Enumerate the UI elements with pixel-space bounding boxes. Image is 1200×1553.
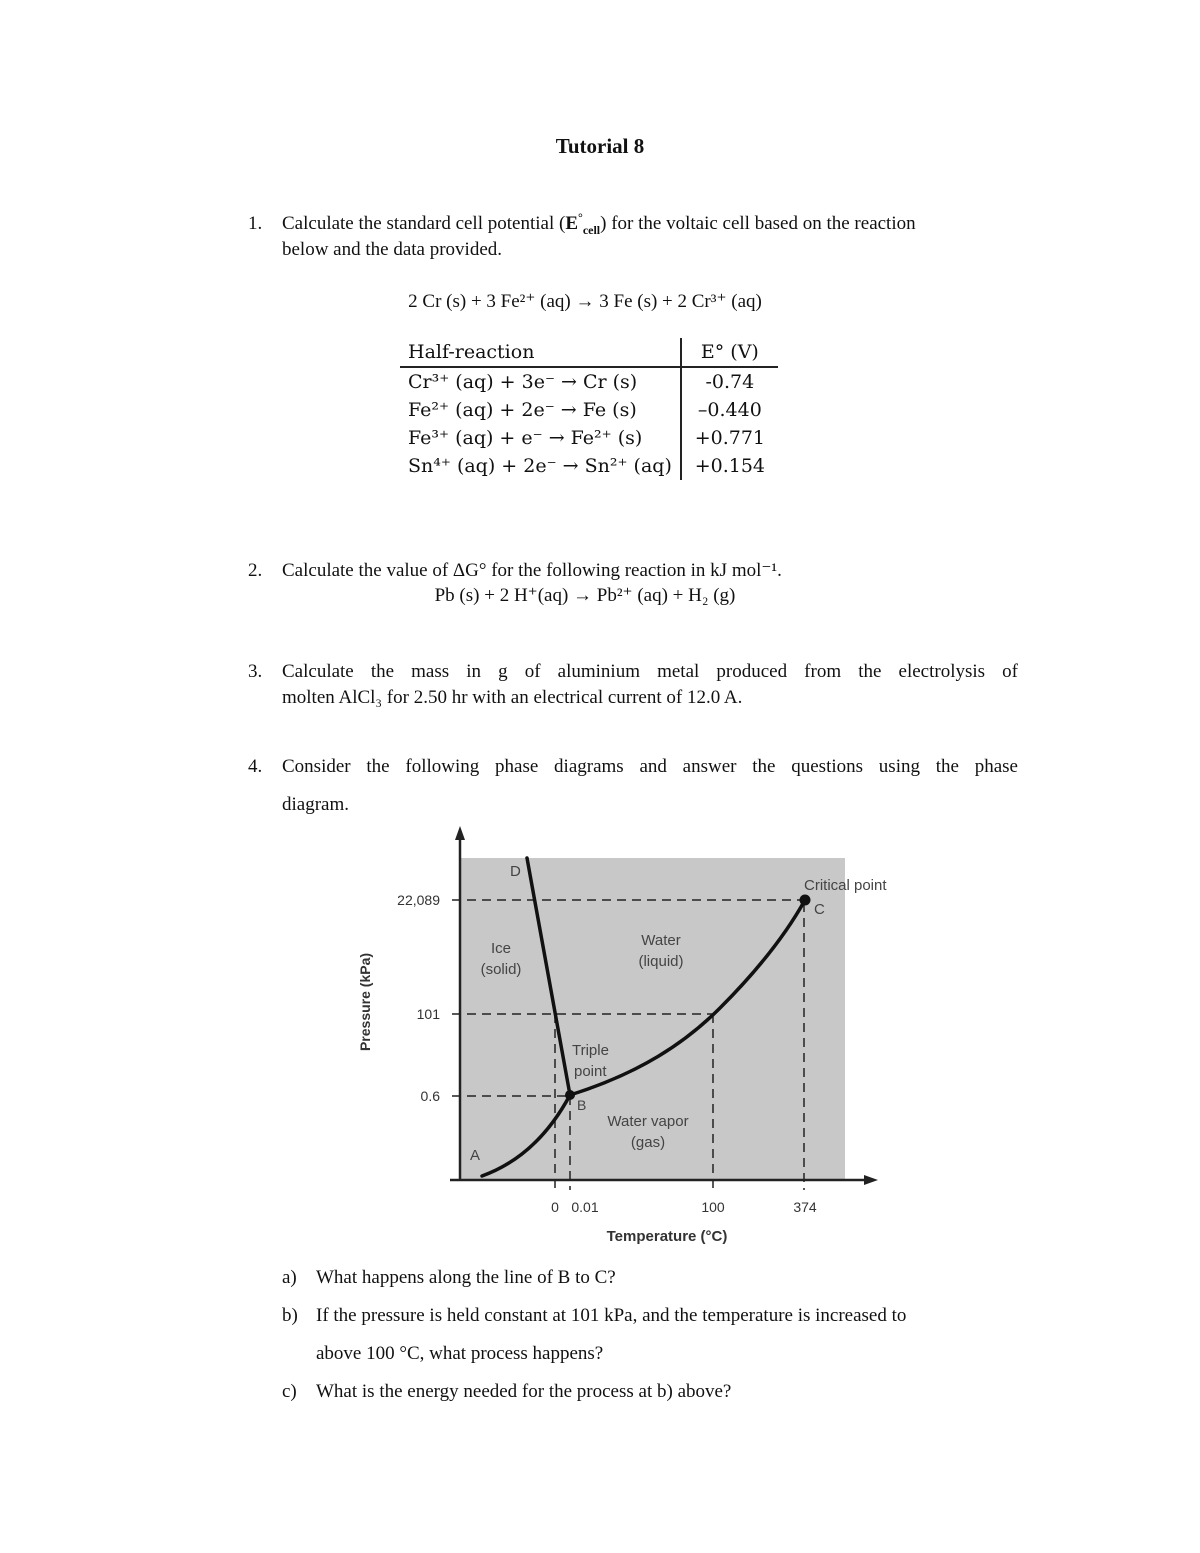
question-3-line-2: molten AlCl₃ for 2.50 hr with an electrical current of 12.0 A. <box>282 687 743 708</box>
question-4 <box>248 748 1018 824</box>
critical-point-marker <box>800 895 811 906</box>
question-4-line-2: diagram. <box>282 794 350 815</box>
question-number: 4. <box>248 756 263 777</box>
half-reaction: Sn⁴⁺ (aq) + 2e⁻ → Sn²⁺ (aq) <box>408 455 672 477</box>
table-row <box>400 424 778 452</box>
header-e-standard: E° (V) <box>681 338 778 367</box>
table-row <box>400 367 778 396</box>
half-reaction-table <box>400 338 778 480</box>
potential-value: +0.771 <box>681 424 778 452</box>
y-axis-label: Pressure (kPa) <box>357 952 373 1052</box>
y-tick-101: 101 <box>416 1006 440 1022</box>
subquestion-text: What happens along the line of B to C? <box>316 1267 616 1288</box>
page-title: Tutorial 8 <box>555 134 645 158</box>
half-reaction: Fe²⁺ (aq) + 2e⁻ → Fe (s) <box>408 399 637 421</box>
question-2 <box>248 558 1018 584</box>
subquestion-label: b) <box>282 1305 298 1326</box>
diagram-background <box>460 858 845 1180</box>
triple-point-marker <box>565 1090 575 1100</box>
vapor-label: Water vapor <box>607 1113 689 1130</box>
potential-value: +0.154 <box>681 452 778 480</box>
y-axis-arrow-icon <box>455 826 465 840</box>
point-c-label: C <box>814 901 825 918</box>
question-3-line-1: Calculate the mass in g of aluminium metal produced from the electrolysis of <box>282 661 1018 682</box>
ice-label-state: (solid) <box>480 961 522 978</box>
question-2-text: Calculate the value of ΔG° for the following reaction in kJ mol⁻¹. <box>282 560 782 581</box>
question-1 <box>248 211 1018 263</box>
y-tick-22089: 22,089 <box>397 892 440 908</box>
question-3 <box>248 659 1018 711</box>
water-label-state: (liquid) <box>638 953 684 970</box>
header-half-reaction: Half-reaction <box>400 338 681 367</box>
x-tick-0-01: 0.01 <box>571 1199 599 1215</box>
half-reaction: Cr³⁺ (aq) + 3e⁻ → Cr (s) <box>408 371 638 393</box>
question-number: 1. <box>248 213 263 234</box>
subquestion-c <box>282 1379 731 1405</box>
subquestion-label: c) <box>282 1381 297 1402</box>
triple-point-label: Triple <box>572 1042 609 1059</box>
y-tick-0-6: 0.6 <box>420 1088 440 1104</box>
x-axis-label: Temperature (°C) <box>606 1228 728 1245</box>
water-phase-diagram <box>340 818 920 1258</box>
question-1-line-2: below and the data provided. <box>282 239 503 260</box>
potential-value: –0.440 <box>681 396 778 424</box>
question-1-line-1: Calculate the standard cell potential $(E^\circ_{cell})$ for the voltaic cell based on the reaction <box>282 210 916 237</box>
question-number: 3. <box>248 661 263 682</box>
water-label: Water <box>641 932 681 949</box>
subquestion-text: What is the energy needed for the process at b) above? <box>316 1381 732 1402</box>
q1-equation: 2 Cr (s) + 3 Fe²⁺ (aq) → 3 Fe (s) + 2 Cr³⁺ (aq) <box>408 291 762 312</box>
vapor-label-state: (gas) <box>630 1134 666 1151</box>
point-b-label: B <box>577 1097 587 1113</box>
triple-point-label-2: point <box>574 1063 607 1080</box>
question-4-line-1: Consider the following phase diagrams and answer the questions using the phase <box>282 756 1018 777</box>
question-number: 2. <box>248 560 263 581</box>
ecell-symbol: $E^\circ_{cell}$ <box>565 210 601 237</box>
half-reaction: Fe³⁺ (aq) + e⁻ → Fe²⁺ (s) <box>408 427 643 449</box>
table-row <box>400 452 778 480</box>
subquestion-text: If the pressure is held constant at 101 kPa, and the temperature is increased to <box>316 1305 907 1326</box>
point-d-label: D <box>510 863 521 880</box>
q2-equation: Pb (s) + 2 H⁺(aq) → Pb²⁺ (aq) + H₂ (g) <box>434 585 736 606</box>
x-tick-0: 0 <box>551 1199 559 1215</box>
x-tick-100: 100 <box>701 1199 725 1215</box>
table-row <box>400 396 778 424</box>
point-a-label: A <box>470 1147 481 1164</box>
subquestion-label: a) <box>282 1267 297 1288</box>
x-tick-374: 374 <box>793 1199 817 1215</box>
x-axis-arrow-icon <box>864 1175 878 1185</box>
subquestion-b <box>282 1303 906 1329</box>
ice-label: Ice <box>490 940 512 957</box>
table-header-row <box>400 338 778 367</box>
subquestion-b-continued: above 100 °C, what process happens? <box>316 1343 604 1364</box>
critical-point-label: Critical point <box>804 877 887 894</box>
subquestion-a <box>282 1265 616 1291</box>
potential-value: -0.74 <box>681 367 778 396</box>
